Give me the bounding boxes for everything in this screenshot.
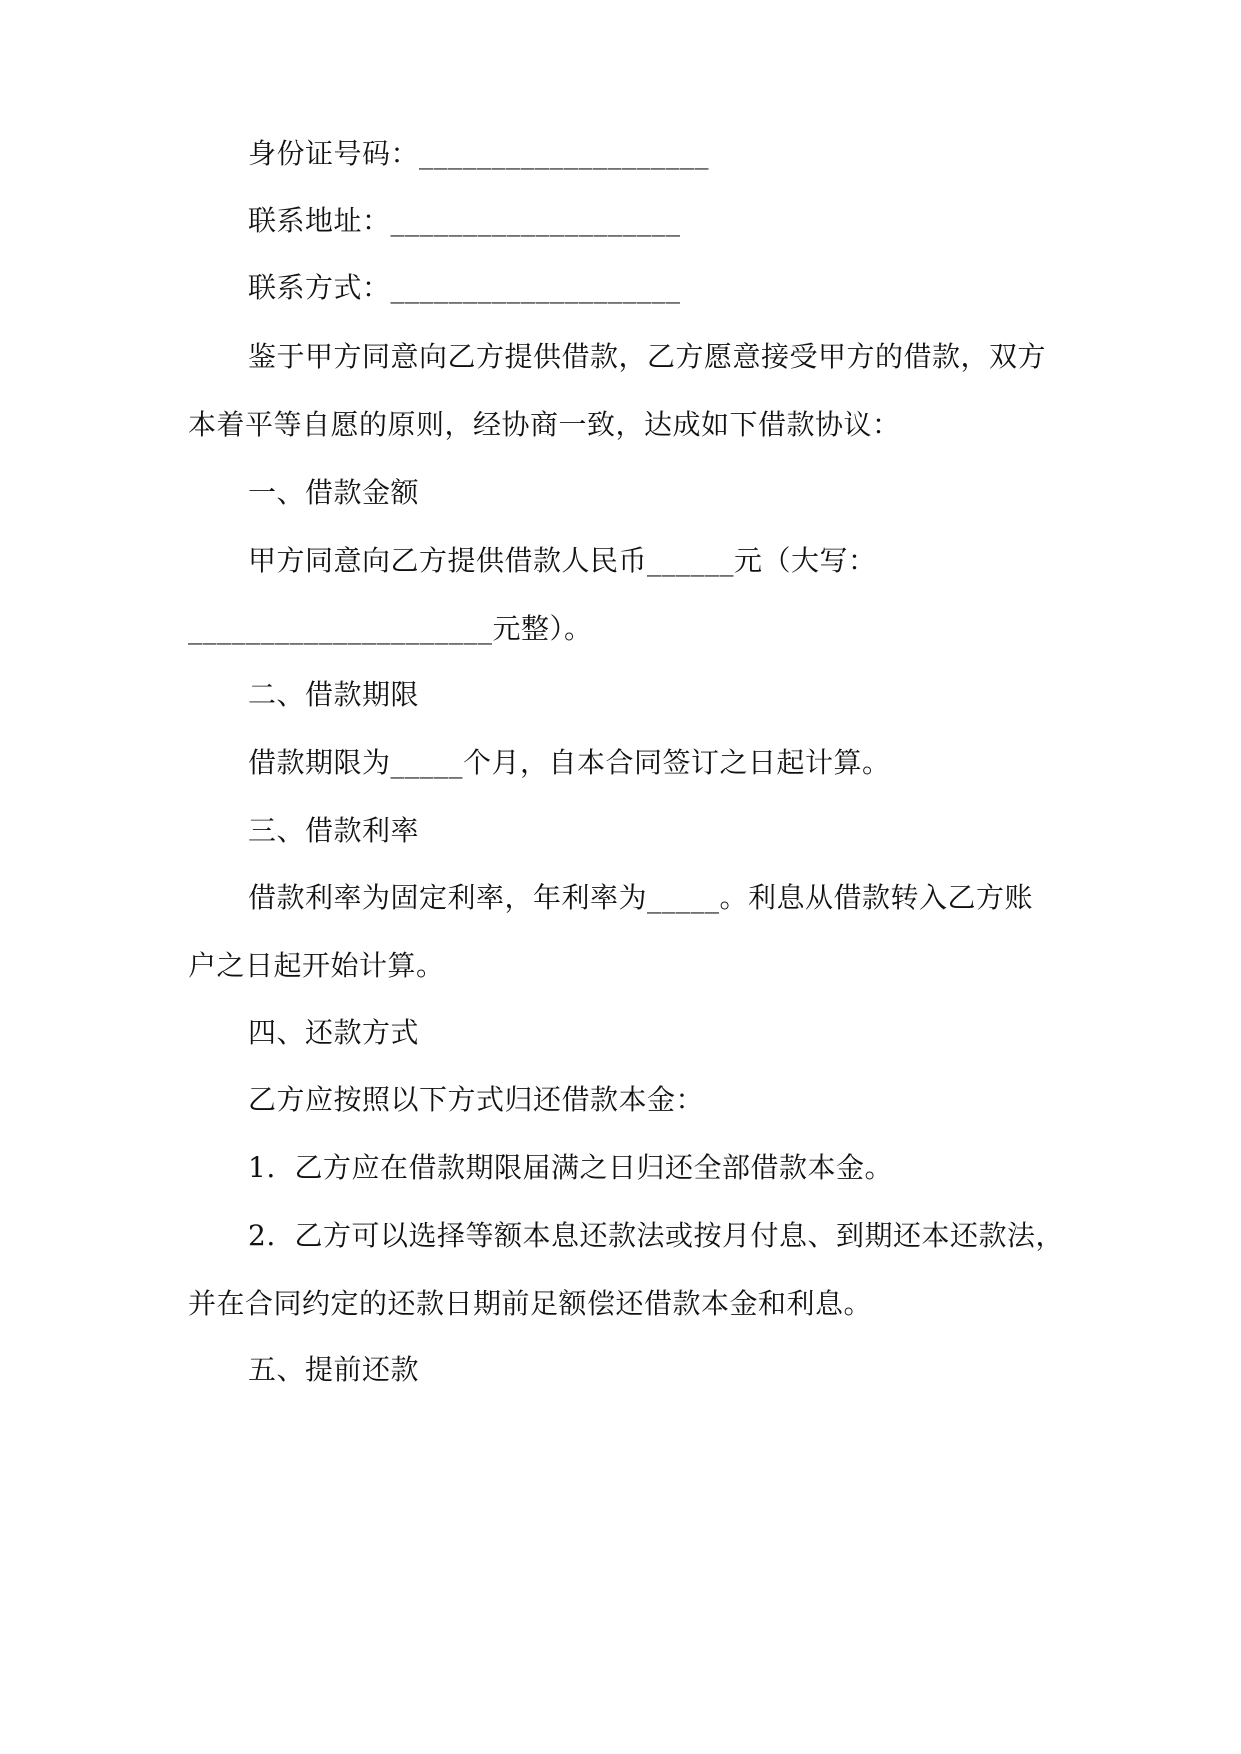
section-heading-repayment: 四、还款方式 [248, 1016, 420, 1049]
section-heading-interest: 三、借款利率 [248, 814, 420, 847]
repayment-intro: 乙方应按照以下方式归还借款本金： [248, 1083, 705, 1116]
section-heading-prepayment: 五、提前还款 [248, 1353, 420, 1386]
interest-line-2: 户之日起开始计算。 [188, 949, 445, 982]
amount-line-1: 甲方同意向乙方提供借款人民币______元（大写： [248, 544, 877, 577]
interest-line-1: 借款利率为固定利率，年利率为_____。利息从借款转入乙方账 [248, 881, 1034, 914]
repayment-item-2-line-2: 并在合同约定的还款日期前足额偿还借款本金和利息。 [188, 1287, 873, 1320]
section-heading-term: 二、借款期限 [248, 678, 420, 711]
section-heading-amount: 一、借款金额 [248, 476, 420, 509]
address-field: 联系地址：____________________ [248, 204, 681, 237]
preamble-line-2: 本着平等自愿的原则，经协商一致，达成如下借款协议： [188, 408, 901, 441]
repayment-item-2-line-1: 2. 乙方可以选择等额本息还款法或按月付息、到期还本还款法， [248, 1219, 1065, 1252]
term-line-1: 借款期限为_____个月，自本合同签订之日起计算。 [248, 746, 891, 779]
id-number-field: 身份证号码：____________________ [248, 137, 710, 170]
amount-line-2: _____________________元整）。 [188, 612, 593, 645]
preamble-line-1: 鉴于甲方同意向乙方提供借款，乙方愿意接受甲方的借款，双方 [248, 340, 1047, 373]
repayment-item-1: 1. 乙方应在借款期限届满之日归还全部借款本金。 [248, 1151, 894, 1184]
contact-field: 联系方式：____________________ [248, 271, 681, 304]
